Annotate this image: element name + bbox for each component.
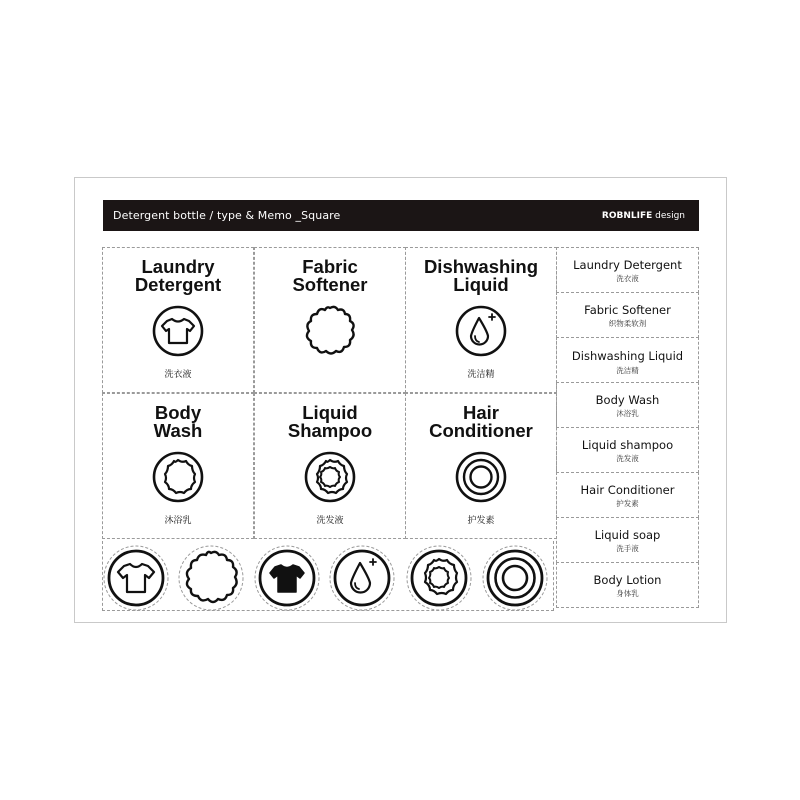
t-shirt-icon	[152, 305, 204, 357]
label-title: Fabric Softener	[292, 256, 368, 295]
label-body-wash	[102, 393, 254, 539]
memo-subtitle: 身体乳	[616, 589, 639, 598]
brand-mark	[602, 211, 685, 221]
memo-subtitle: 洗发液	[616, 454, 639, 463]
label-subtitle: 沐浴乳	[164, 516, 192, 526]
memo-subtitle: 织物柔软剂	[608, 319, 647, 328]
memo-item	[556, 337, 699, 383]
memo-subtitle: 护发素	[616, 499, 639, 508]
label-hair-conditioner	[405, 393, 557, 539]
filled-t-shirt-icon	[254, 545, 320, 611]
memo-item	[556, 472, 699, 518]
t-shirt-icon	[103, 545, 169, 611]
cloud-blob-icon	[178, 545, 244, 611]
label-dishwashing-liquid	[405, 247, 557, 393]
concentric-rings-icon	[455, 451, 507, 503]
memo-label: Fabric Softener	[584, 303, 671, 317]
flower-ring-icon	[152, 451, 204, 503]
label-fabric-softener	[254, 247, 406, 393]
memo-item	[556, 562, 699, 608]
brand-name: ROBNLIFE	[601, 211, 653, 221]
brand-suffix: design	[655, 211, 685, 221]
memo-item	[556, 247, 699, 293]
label-subtitle: 洗衣液	[164, 370, 192, 380]
concentric-rings-icon	[482, 545, 548, 611]
memo-label: Liquid shampoo	[581, 438, 674, 452]
memo-subtitle: 洗衣液	[616, 274, 639, 283]
memo-label: Liquid soap	[594, 528, 661, 542]
label-title: Laundry Detergent	[134, 256, 222, 295]
label-subtitle: 洗洁精	[467, 370, 495, 380]
cloud-blob-icon	[304, 305, 356, 357]
water-drop-plus-icon	[455, 305, 507, 357]
label-laundry-detergent	[102, 247, 254, 393]
memo-label: Hair Conditioner	[580, 483, 675, 497]
memo-item	[556, 427, 699, 473]
label-title: Hair Conditioner	[429, 402, 533, 441]
double-flower-ring-icon	[304, 451, 356, 503]
memo-item	[556, 382, 699, 428]
label-title: Dishwashing Liquid	[423, 256, 539, 295]
memo-label: Dishwashing Liquid	[571, 349, 684, 363]
label-liquid-shampoo	[254, 393, 406, 539]
double-flower-ring-icon	[406, 545, 472, 611]
label-title: Body Wash	[153, 402, 203, 441]
memo-label: Body Wash	[595, 393, 660, 407]
memo-item	[556, 517, 699, 563]
memo-label: Body Lotion	[593, 573, 662, 587]
memo-item	[556, 292, 699, 338]
sheet-title: Detergent bottle / type & Memo _Square	[113, 209, 341, 222]
sheet-header	[103, 200, 699, 231]
label-title: Liquid Shampoo	[287, 402, 373, 441]
memo-subtitle: 洗洁精	[616, 366, 639, 375]
memo-subtitle: 沐浴乳	[616, 409, 639, 418]
memo-subtitle: 洗手液	[616, 544, 639, 553]
label-subtitle: 洗发液	[316, 516, 344, 526]
memo-label: Laundry Detergent	[573, 258, 682, 272]
water-drop-plus-icon	[329, 545, 395, 611]
label-subtitle: 护发素	[467, 516, 495, 526]
